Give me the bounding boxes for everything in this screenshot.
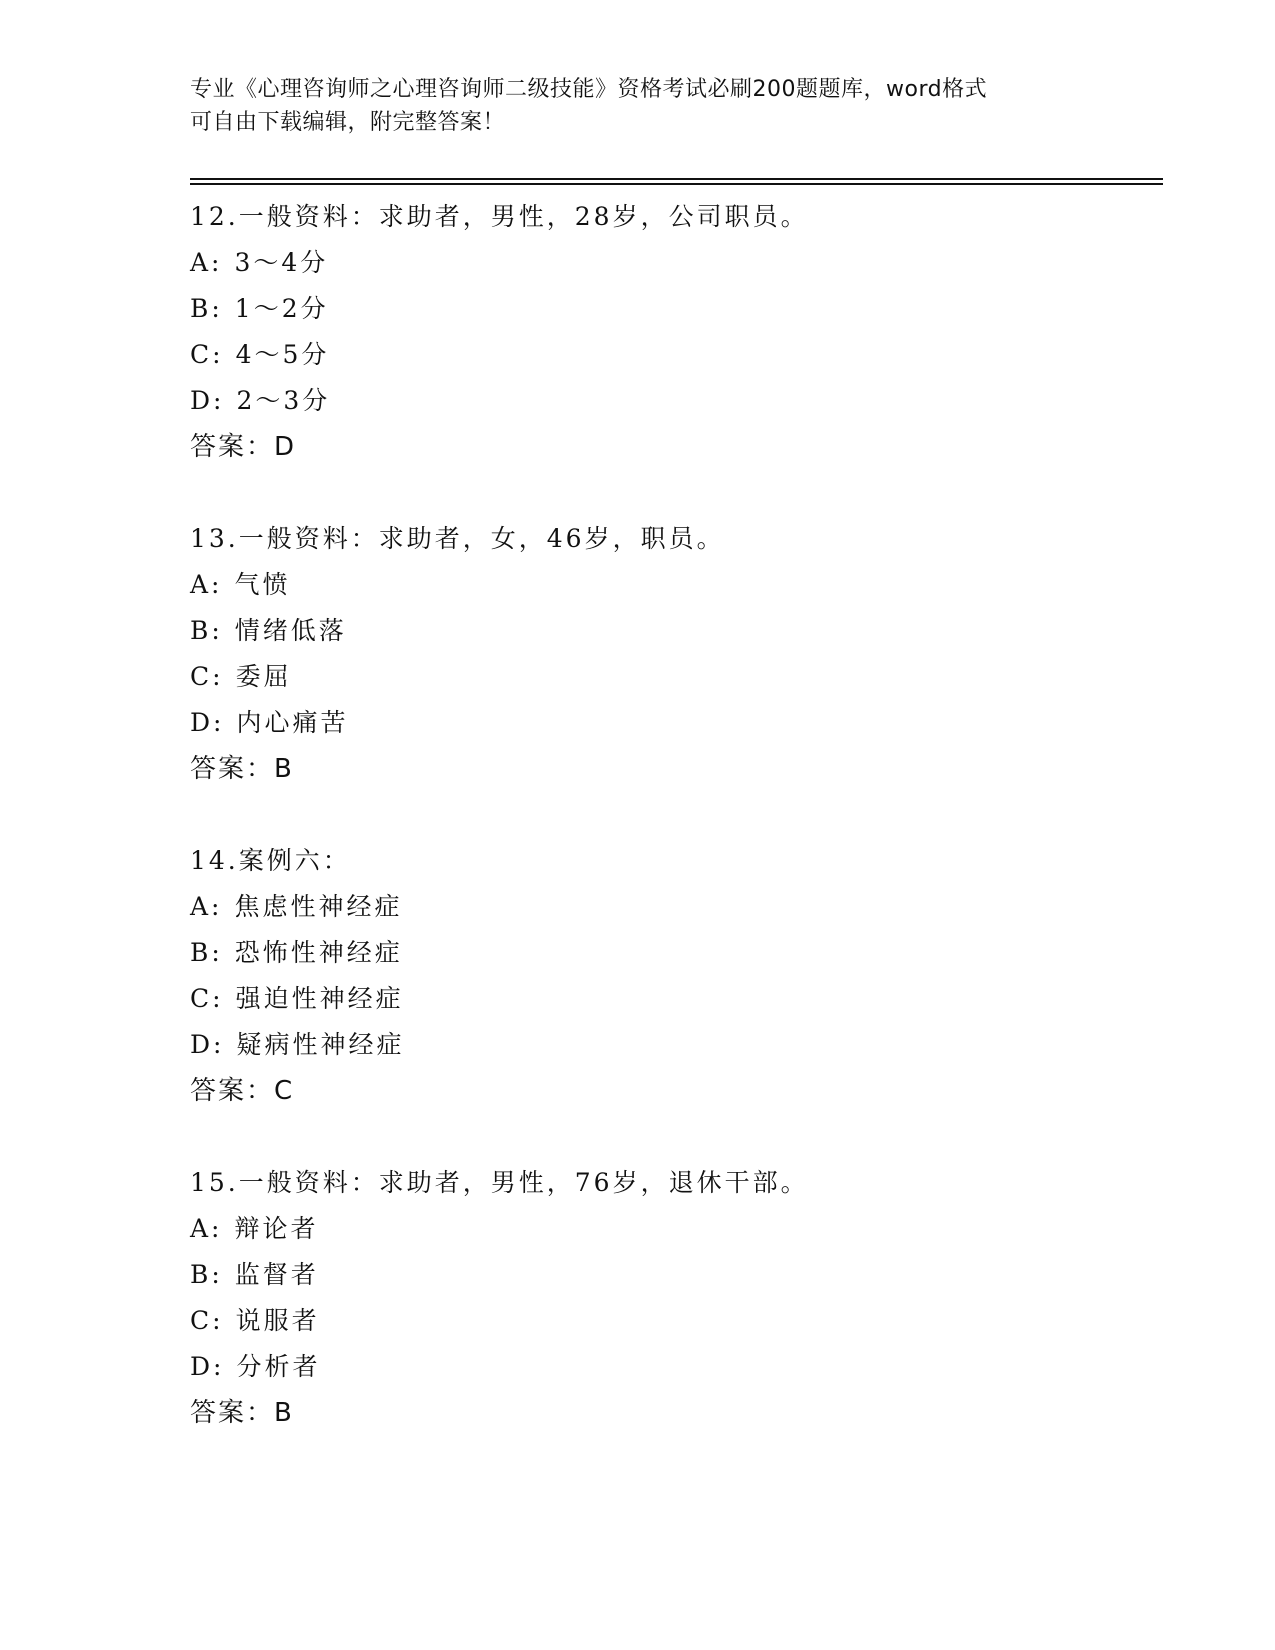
- option-key: A:: [190, 892, 223, 921]
- option-text: 气愤: [234, 570, 291, 599]
- option-key: C:: [190, 1306, 224, 1335]
- option-text: 恐怖性神经症: [234, 938, 403, 967]
- option-key: A:: [190, 1214, 223, 1243]
- question-stem: 12.一般资料：求助者，男性，28岁，公司职员。: [190, 202, 809, 231]
- option-key: D:: [190, 1352, 225, 1381]
- option-a: [190, 240, 1140, 286]
- option-key: D:: [190, 1030, 225, 1059]
- option-c: [190, 654, 1140, 700]
- question-15: [190, 1160, 1140, 1436]
- question-stem: 13.一般资料：求助者，女，46岁，职员。: [190, 524, 725, 553]
- option-d: [190, 1022, 1140, 1068]
- question-14: [190, 838, 1140, 1160]
- option-b: [190, 286, 1140, 332]
- question-spacer: [190, 470, 1140, 516]
- answer-line: 答案：D: [190, 432, 297, 462]
- option-b: [190, 608, 1140, 654]
- option-text: 强迫性神经症: [235, 984, 404, 1013]
- option-text: 分析者: [236, 1352, 321, 1381]
- option-d: [190, 378, 1140, 424]
- header-title-line-2: 可自由下载编辑，附完整答案！: [190, 110, 506, 135]
- option-b: [190, 930, 1140, 976]
- option-c: [190, 1298, 1140, 1344]
- option-key: C:: [190, 984, 224, 1013]
- option-a: [190, 884, 1140, 930]
- option-text: 4～5分: [235, 340, 330, 369]
- question-spacer: [190, 1114, 1140, 1160]
- question-stem: 14.案例六：: [190, 846, 351, 875]
- option-a: [190, 1206, 1140, 1252]
- option-key: B:: [190, 1260, 223, 1289]
- answer-line: 答案：C: [190, 1076, 295, 1106]
- answer-line: 答案：B: [190, 1398, 294, 1428]
- option-text: 1～2分: [234, 294, 329, 323]
- option-key: C:: [190, 340, 224, 369]
- question-stem: 15.一般资料：求助者，男性，76岁，退休干部。: [190, 1168, 809, 1197]
- option-text: 委屈: [235, 662, 292, 691]
- answer-line: 答案：B: [190, 754, 294, 784]
- question-spacer: [190, 792, 1140, 838]
- option-c: [190, 332, 1140, 378]
- option-text: 说服者: [235, 1306, 320, 1335]
- option-text: 焦虑性神经症: [234, 892, 403, 921]
- option-key: D:: [190, 708, 225, 737]
- option-a: [190, 562, 1140, 608]
- option-text: 2～3分: [236, 386, 331, 415]
- question-13: [190, 516, 1140, 838]
- option-text: 监督者: [234, 1260, 319, 1289]
- option-text: 疑病性神经症: [236, 1030, 405, 1059]
- header-divider-bottom: [190, 183, 1163, 185]
- option-key: B:: [190, 616, 223, 645]
- option-d: [190, 1344, 1140, 1390]
- option-d: [190, 700, 1140, 746]
- option-text: 辩论者: [234, 1214, 319, 1243]
- option-key: A:: [190, 248, 223, 277]
- option-key: A:: [190, 570, 223, 599]
- option-b: [190, 1252, 1140, 1298]
- option-text: 内心痛苦: [236, 708, 349, 737]
- header-divider-top: [190, 178, 1163, 180]
- option-key: D:: [190, 386, 225, 415]
- question-12: [190, 194, 1140, 516]
- option-text: 3～4分: [234, 248, 329, 277]
- document-header: [190, 73, 1090, 139]
- option-key: C:: [190, 662, 224, 691]
- question-list: [190, 194, 1140, 1436]
- option-text: 情绪低落: [234, 616, 347, 645]
- option-key: B:: [190, 938, 223, 967]
- option-c: [190, 976, 1140, 1022]
- option-key: B:: [190, 294, 223, 323]
- header-title-line-1: 专业《心理咨询师之心理咨询师二级技能》资格考试必刷200题题库，word格式: [190, 77, 988, 102]
